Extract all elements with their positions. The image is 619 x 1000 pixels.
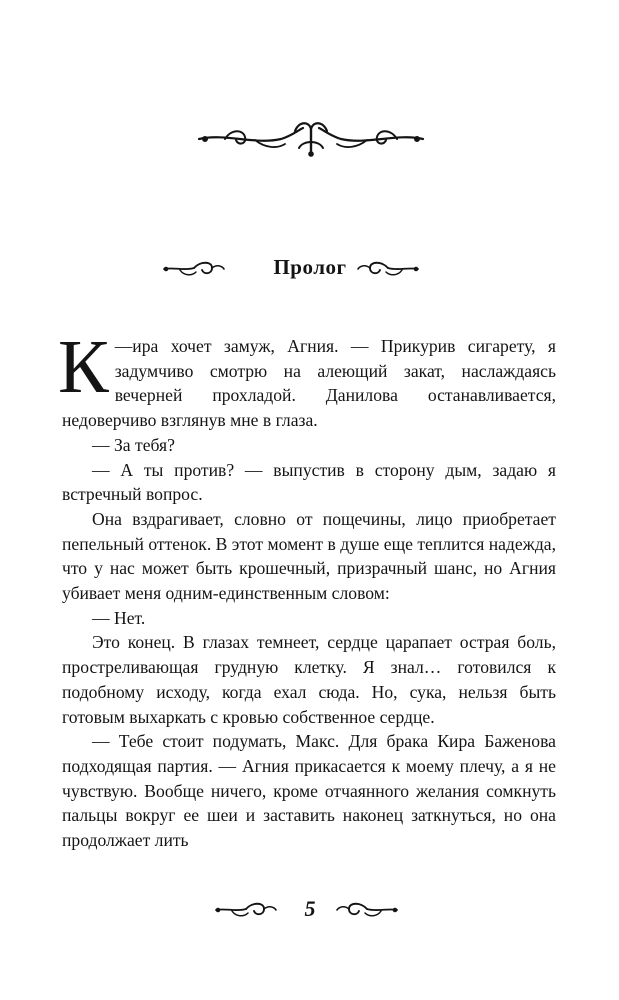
footer-left-scroll-ornament-icon	[214, 899, 278, 924]
paragraph: — Тебе стоит подумать, Макс. Для брака Кира Баженова подходящая партия. — Агния прикасается к моему плечу, а я не чувствую. Вообще ничего, кроме отчаянного желания сомкнуть пальцы вокруг ее шеи и заставить наконец заткнуться, но она продолжает лить	[62, 731, 556, 851]
paragraph: — За тебя?	[92, 434, 175, 455]
page-number: 5	[304, 896, 316, 921]
opening-dash: —	[114, 336, 133, 356]
footer-right-scroll-ornament-icon	[335, 899, 399, 924]
top-flourish-ornament-icon	[195, 118, 427, 158]
page-footer	[0, 894, 619, 930]
paragraph: — Нет.	[92, 607, 146, 628]
drop-cap-letter: К	[58, 325, 109, 409]
paragraph-opening	[58, 325, 556, 433]
body-text	[58, 325, 556, 853]
heading-left-scroll-ornament-icon	[162, 258, 226, 283]
paragraph-opening-text: ира хочет замуж, Агния. — Прикурив сигарету, я задумчиво смотрю на алеющий закат, наслаждаясь вечерней прохладой. Данилова останавливается, недоверчиво взглянув мне в глаза.	[62, 336, 556, 431]
paragraph: Это конец. В глазах темнеет, сердце царапает острая боль, простреливающая грудную клетку. Я знал… готовился к подобному исходу, когда ехал сюда. Но, сука, нельзя быть готовым выхаркать с кровью собственное сердце.	[62, 632, 556, 727]
heading-right-scroll-ornament-icon	[356, 258, 420, 283]
chapter-title: Пролог	[273, 255, 347, 279]
paragraph: Она вздрагивает, словно от пощечины, лицо приобретает пепельный оттенок. В этот момент в душе еще теплится надежда, что у нас может быть крошечный, призрачный шанс, но Агния убивает меня одним-единственным словом:	[62, 508, 556, 604]
paragraph: — А ты против? — выпустив в сторону дым, задаю я встречный вопрос.	[62, 459, 556, 505]
chapter-heading	[0, 251, 619, 287]
